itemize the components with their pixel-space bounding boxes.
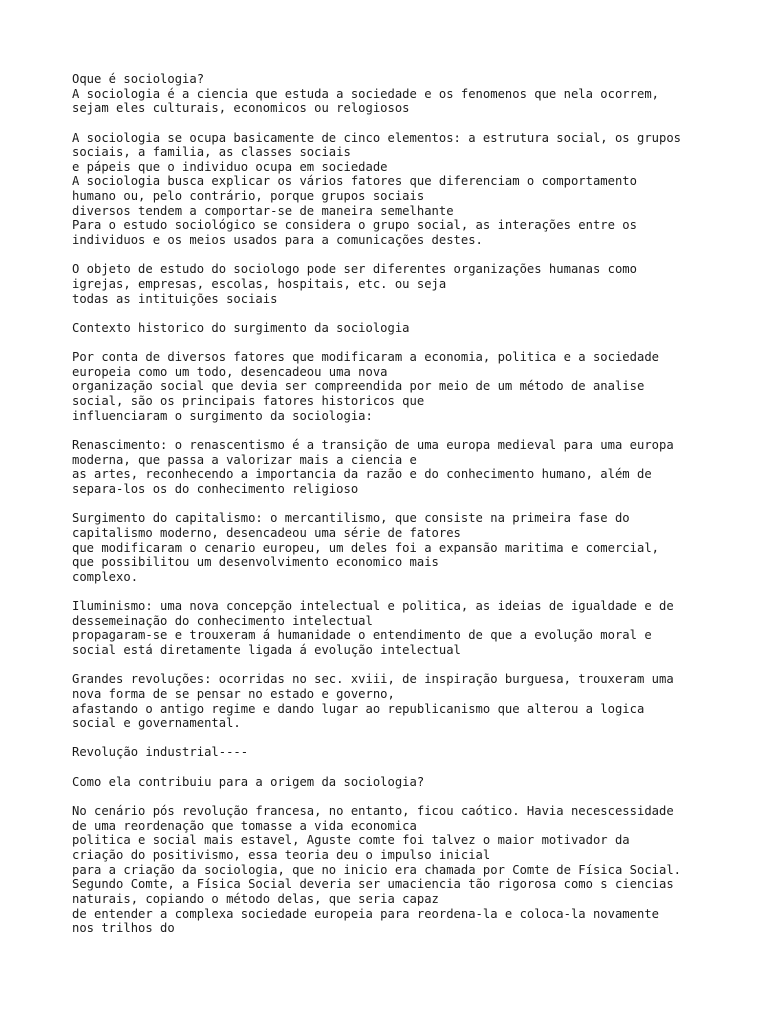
paragraph xyxy=(72,131,712,248)
text-line: diversos tendem a comportar-se de maneira semelhante xyxy=(72,203,454,218)
text-line: de uma reordenação que tomasse a vida economica xyxy=(72,818,417,833)
text-line: as artes, reconhecendo a importancia da razão e do conhecimento humano, além de xyxy=(72,467,652,482)
paragraph xyxy=(72,672,712,731)
text-line: Iluminismo: uma nova concepção intelectual e politica, as ideias de igualdade e de xyxy=(72,599,674,614)
text-line: nova forma de se pensar no estado e governo, xyxy=(72,686,395,701)
text-line: Renascimento: o renascentismo é a transição de uma europa medieval para uma europa xyxy=(72,438,674,453)
paragraph xyxy=(72,745,712,760)
text-line: todas as intituições sociais xyxy=(72,291,278,306)
text-line: que modificaram o cenario europeu, um deles foi a expansão maritima e comercial, xyxy=(72,540,659,555)
text-line: que possibilitou um desenvolvimento economico mais xyxy=(72,555,439,570)
paragraph xyxy=(72,438,712,497)
text-line: Grandes revoluções: ocorridas no sec. xviii, de inspiração burguesa, trouxeram uma xyxy=(72,672,674,687)
text-line: naturais, copiando o método delas, que seria capaz xyxy=(72,891,439,906)
text-line: Como ela contribuiu para a origem da sociologia? xyxy=(72,774,425,789)
text-line: No cenário pós revolução francesa, no entanto, ficou caótico. Havia necescessidade xyxy=(72,804,674,819)
text-line: Segundo Comte, a Física Social deveria ser umaciencia tão rigorosa como s ciencias xyxy=(72,877,674,892)
text-line: humano ou, pelo contrário, porque grupos sociais xyxy=(72,189,425,204)
paragraph xyxy=(72,262,712,306)
text-line: nos trilhos do xyxy=(72,921,175,936)
text-line: A sociologia busca explicar os vários fatores que diferenciam o comportamento xyxy=(72,174,637,189)
text-line: criação do positivismo, essa teoria deu o impulso inicial xyxy=(72,847,491,862)
text-line: europeia como um todo, desencadeou uma nova xyxy=(72,364,388,379)
document-page xyxy=(72,72,712,950)
paragraph xyxy=(72,804,712,936)
text-line: capitalismo moderno, desencadeou uma série de fatores xyxy=(72,525,461,540)
text-line: complexo. xyxy=(72,569,139,584)
text-line: dessemeinação do conhecimento intelectual xyxy=(72,613,373,628)
text-line: social, são os principais fatores historicos que xyxy=(72,394,425,409)
text-line: propagaram-se e trouxeram á humanidade o entendimento de que a evolução moral e xyxy=(72,628,652,643)
text-line: Oque é sociologia? xyxy=(72,72,205,86)
text-line: e pápeis que o individuo ocupa em sociedade xyxy=(72,159,388,174)
paragraph xyxy=(72,599,712,658)
text-line: Revolução industrial---- xyxy=(72,745,249,760)
text-line: moderna, que passa a valorizar mais a ciencia e xyxy=(72,452,417,467)
text-line: afastando o antigo regime e dando lugar ao republicanismo que alterou a logica xyxy=(72,701,645,716)
text-line: A sociologia se ocupa basicamente de cinco elementos: a estrutura social, os grupos xyxy=(72,130,682,145)
paragraph xyxy=(72,511,712,584)
text-line: sejam eles culturais, economicos ou relogiosos xyxy=(72,101,410,116)
paragraph xyxy=(72,350,712,423)
text-line: A sociologia é a ciencia que estuda a sociedade e os fenomenos que nela ocorrem, xyxy=(72,86,659,101)
text-line: Para o estudo sociológico se considera o grupo social, as interações entre os xyxy=(72,218,637,233)
text-line: sociais, a familia, as classes sociais xyxy=(72,145,351,160)
text-line: individuos e os meios usados para a comunicações destes. xyxy=(72,233,483,248)
paragraph xyxy=(72,321,712,336)
text-line: igrejas, empresas, escolas, hospitais, etc. ou seja xyxy=(72,276,447,291)
text-line: O objeto de estudo do sociologo pode ser diferentes organizações humanas como xyxy=(72,262,637,277)
text-line: de entender a complexa sociedade europeia para reordena-la e coloca-la novamente xyxy=(72,906,659,921)
text-line: Surgimento do capitalismo: o mercantilismo, que consiste na primeira fase do xyxy=(72,511,630,526)
text-line: politica e social mais estavel, Aguste comte foi talvez o maior motivador da xyxy=(72,833,630,848)
paragraph xyxy=(72,72,712,116)
text-line: Contexto historico do surgimento da sociologia xyxy=(72,320,410,335)
text-line: influenciaram o surgimento da sociologia: xyxy=(72,408,373,423)
text-line: separa-los os do conhecimento religioso xyxy=(72,481,359,496)
text-line: organização social que devia ser compreendida por meio de um método de analise xyxy=(72,379,645,394)
text-line: social e governamental. xyxy=(72,716,241,731)
paragraph xyxy=(72,775,712,790)
text-line: Por conta de diversos fatores que modificaram a economia, politica e a sociedade xyxy=(72,350,659,365)
text-line: social está diretamente ligada á evolução intelectual xyxy=(72,642,461,657)
text-line: para a criação da sociologia, que no inicio era chamada por Comte de Física Social. xyxy=(72,862,682,877)
